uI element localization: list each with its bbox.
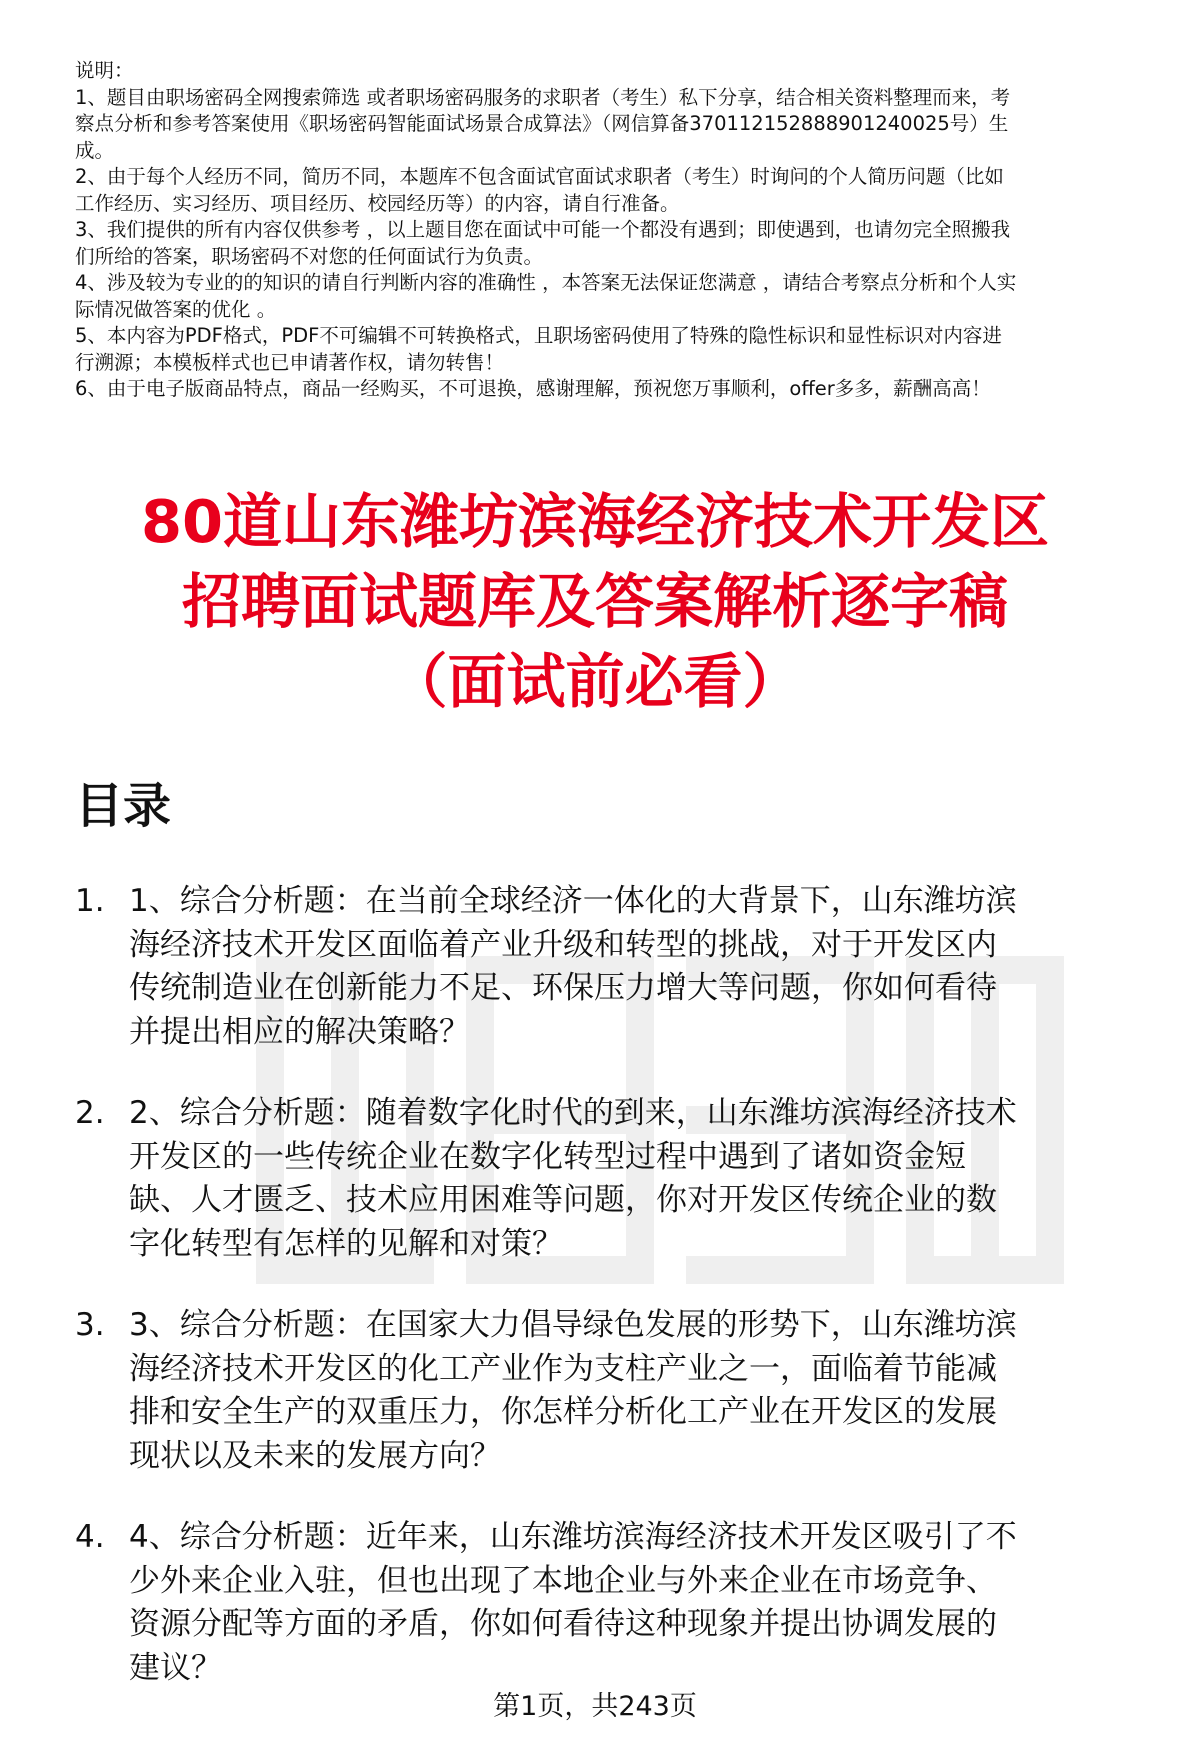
toc-item-line: 传统制造业在创新能力不足、环保压力增大等问题，你如何看待 bbox=[129, 970, 997, 1006]
toc-item-line: 开发区的一些传统企业在数字化转型过程中遇到了诸如资金短 bbox=[129, 1138, 966, 1175]
notes-line: 4、涉及较为专业的的知识的请自行判断内容的准确性 ，本答案无法保证您满意 ，请结合考察点分析和个人实 bbox=[75, 271, 1017, 294]
notes-section bbox=[75, 58, 1165, 403]
toc-item-line: 字化转型有怎样的见解和对策？ bbox=[129, 1225, 563, 1262]
notes-line: 成。 bbox=[75, 138, 115, 162]
toc-item-line: 并提出相应的解决策略？ bbox=[129, 1013, 470, 1050]
toc-item-number: 3. bbox=[75, 1307, 105, 1343]
notes-line: 3、我们提供的所有内容仅供参考 ，以上题目您在面试中可能一个都没有遇到；即使遇到，也请勿完全照搬我 bbox=[75, 218, 1011, 241]
toc-heading: 目录 bbox=[75, 778, 172, 834]
toc-item-number: 2. bbox=[75, 1095, 105, 1131]
toc-item-line: 少外来企业入驻，但也出现了本地企业与外来企业在市场竞争、 bbox=[129, 1562, 997, 1599]
toc-item-line: 资源分配等方面的矛盾，你如何看待这种现象并提出协调发展的 bbox=[129, 1606, 997, 1642]
title-line-3: （面试前必看） bbox=[388, 647, 802, 716]
toc-item[interactable] bbox=[75, 1092, 1165, 1266]
toc-item-line: 缺、人才匮乏、技术应用困难等问题，你对开发区传统企业的数 bbox=[129, 1182, 997, 1218]
notes-line: 2、由于每个人经历不同，简历不同，本题库不包含面试官面试求职者（考生）时询问的个人简历问题（比如 bbox=[75, 165, 1004, 188]
toc-list bbox=[75, 880, 1165, 1728]
notes-line: 5、本内容为PDF格式，PDF不可编辑不可转换格式，且职场密码使用了特殊的隐性标识和显性标识对内容进 bbox=[75, 324, 1002, 347]
toc-item-line: 海经济技术开发区面临着产业升级和转型的挑战，对于开发区内 bbox=[129, 926, 997, 963]
toc-item-line: 海经济技术开发区的化工产业作为支柱产业之一，面临着节能减 bbox=[129, 1350, 997, 1387]
toc-item-line: 4、综合分析题：近年来，山东潍坊滨海经济技术开发区吸引了不 bbox=[129, 1519, 1017, 1555]
notes-line: 工作经历、实习经历、项目经历、校园经历等）的内容，请自行准备。 bbox=[75, 191, 680, 215]
toc-item-line: 排和安全生产的双重压力，你怎样分析化工产业在开发区的发展 bbox=[129, 1394, 997, 1430]
toc-item-line: 3、综合分析题：在国家大力倡导绿色发展的形势下，山东潍坊滨 bbox=[129, 1307, 1017, 1343]
document-title bbox=[40, 482, 1150, 722]
notes-line: 6、由于电子版商品特点，商品一经购买，不可退换，感谢理解，预祝您万事顺利，offer多多，薪酬高高！ bbox=[75, 377, 991, 400]
notes-line: 际情况做答案的优化 。 bbox=[75, 297, 277, 321]
toc-item[interactable] bbox=[75, 1516, 1165, 1690]
notes-line: 行溯源；本模板样式也已申请著作权，请勿转售！ bbox=[75, 350, 505, 374]
toc-item-line: 1、综合分析题：在当前全球经济一体化的大背景下，山东潍坊滨 bbox=[129, 883, 1017, 919]
notes-line: 们所给的答案，职场密码不对您的任何面试行为负责。 bbox=[75, 244, 544, 268]
notes-line: 1、题目由职场密码全网搜索筛选 或者职场密码服务的求职者（考生）私下分享，结合相关资料整理而来，考 bbox=[75, 85, 1011, 109]
toc-item[interactable] bbox=[75, 880, 1165, 1054]
toc-item-number: 4. bbox=[75, 1519, 105, 1555]
title-line-2: 招聘面试题库及答案解析逐字稿 bbox=[181, 567, 1008, 636]
toc-item-number: 1. bbox=[75, 883, 105, 919]
notes-line: 察点分析和参考答案使用《职场密码智能面试场景合成算法》（网信算备370112152888901240025号）生 bbox=[75, 112, 1009, 135]
page-footer: 第1页，共243页 bbox=[493, 1691, 697, 1722]
toc-item[interactable] bbox=[75, 1304, 1165, 1478]
toc-item-line: 2、综合分析题：随着数字化时代的到来，山东潍坊滨海经济技术 bbox=[129, 1095, 1017, 1131]
toc-item-line: 现状以及未来的发展方向？ bbox=[129, 1437, 501, 1474]
title-line-1: 80道山东潍坊滨海经济技术开发区 bbox=[140, 487, 1050, 556]
toc-item-line: 建议？ bbox=[129, 1649, 222, 1686]
notes-heading: 说明： bbox=[75, 59, 134, 82]
